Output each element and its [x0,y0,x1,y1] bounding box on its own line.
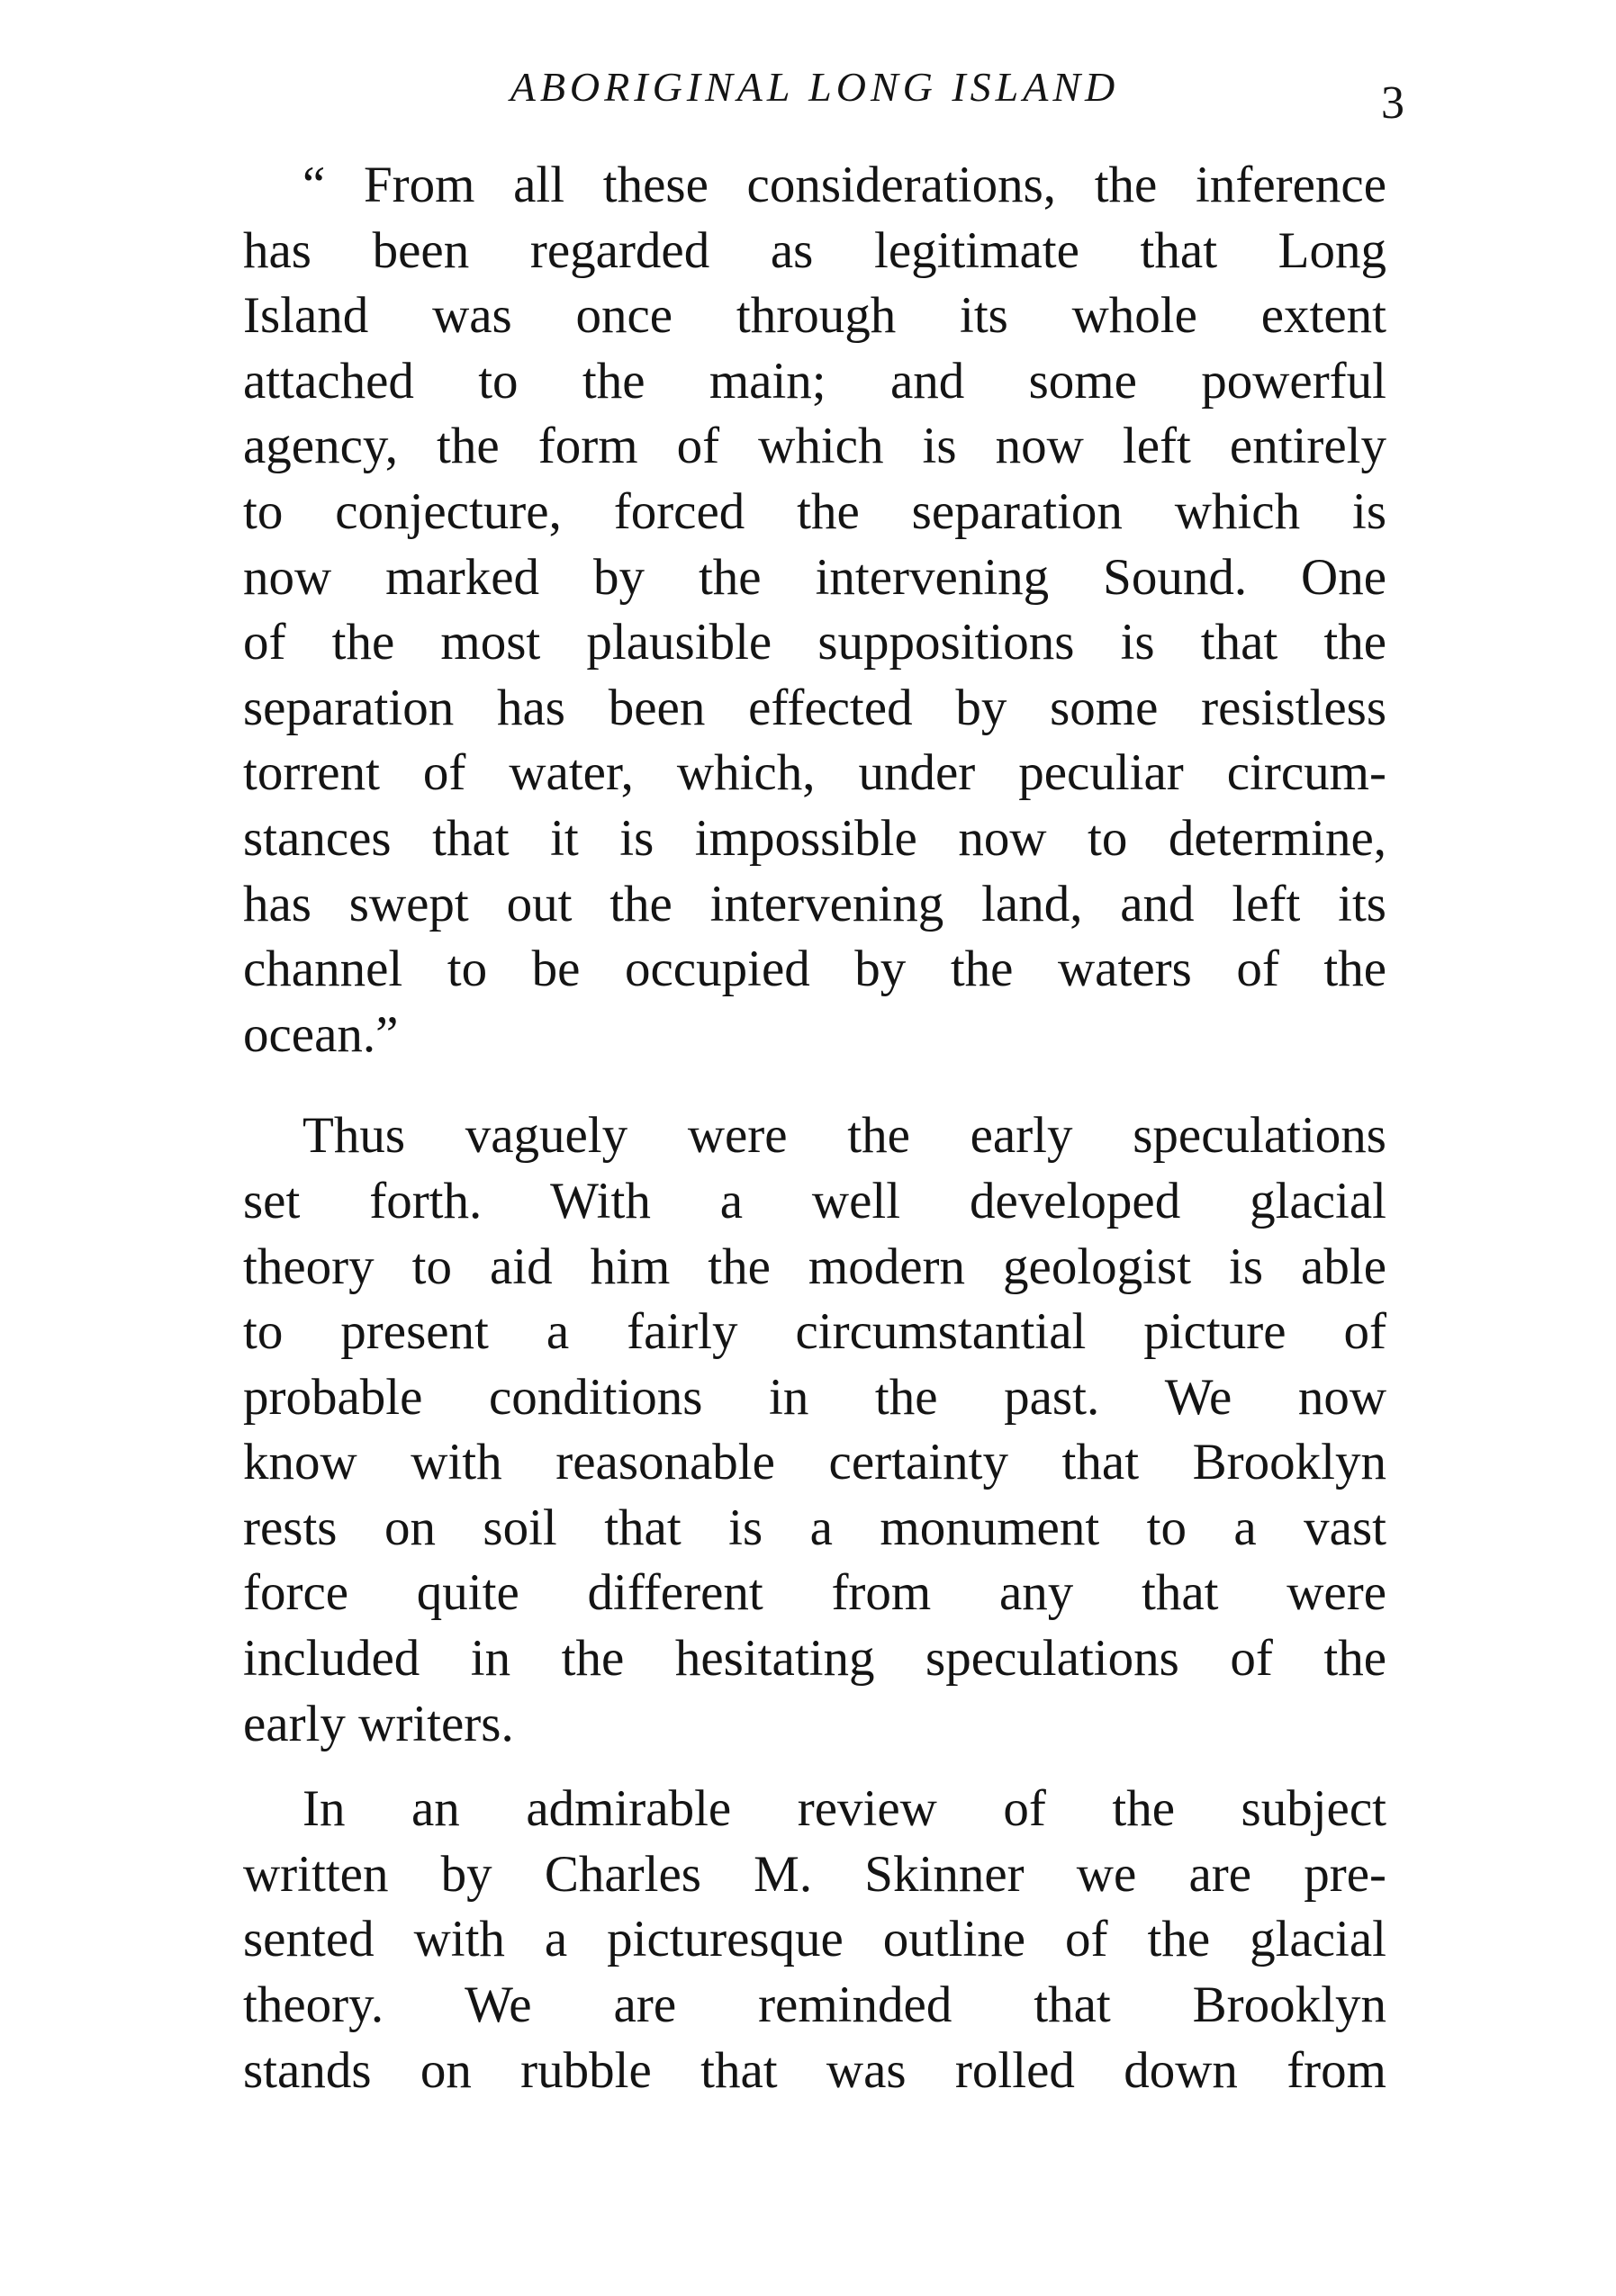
text-line: In an admirable review of the subject [302,1780,1386,1838]
paragraph-review [243,1777,1386,2103]
text-line: rests on soil that is a monument to a vast [243,1499,1386,1556]
text-line: attached to the main; and some powerful [243,352,1386,410]
text-line: probable conditions in the past. We now [243,1368,1386,1426]
text-line: theory to aid him the modern geologist is able [243,1238,1386,1295]
running-head [243,56,1404,129]
text-line: has been regarded as legitimate that Long [243,221,1386,279]
text-line: force quite different from any that were [243,1564,1386,1622]
paragraph-spacer [243,1067,1386,1103]
paragraph-quotation [243,153,1386,1067]
text-line: Island was once through its whole extent [243,287,1386,345]
text-line: now marked by the intervening Sound. One [243,548,1386,606]
page-number: 3 [1381,77,1404,129]
text-line: channel to be occupied by the waters of the [243,941,1386,998]
text-line: early writers. [243,1695,514,1752]
text-line: Thus vaguely were the early speculations [302,1107,1386,1165]
text-line: agency, the form of which is now left entirely [243,418,1386,475]
text-line: of the most plausible suppositions is that the [243,614,1386,671]
text-line: written by Charles M. Skinner we are pre- [243,1845,1386,1903]
text-line: stands on rubble that was rolled down from [243,2041,1386,2099]
text-line: ocean.” [243,1005,399,1063]
text-line: know with reasonable certainty that Brooklyn [243,1434,1386,1491]
text-line: separation has been effected by some resistless [243,679,1386,736]
paragraph-speculations [243,1103,1386,1757]
running-title: ABORIGINAL LONG ISLAND [510,64,1120,110]
text-line: theory. We are reminded that Brooklyn [243,1976,1386,2034]
paragraph-spacer [243,1757,1386,1777]
text-line: sented with a picturesque outline of the glacial [243,1911,1386,1968]
text-line: included in the hesitating speculations of the [243,1630,1386,1688]
text-line: to conjecture, forced the separation which is [243,482,1386,540]
text-line: torrent of water, which, under peculiar circum- [243,744,1386,802]
text-line: stances that it is impossible now to determine, [243,809,1386,867]
text-line: set forth. With a well developed glacial [243,1172,1386,1229]
text-line: has swept out the intervening land, and left its [243,875,1386,932]
text-line: to present a fairly circumstantial picture of [243,1303,1386,1361]
text-line: “ From all these considerations, the inference [302,157,1386,213]
text-body [243,153,1386,2103]
